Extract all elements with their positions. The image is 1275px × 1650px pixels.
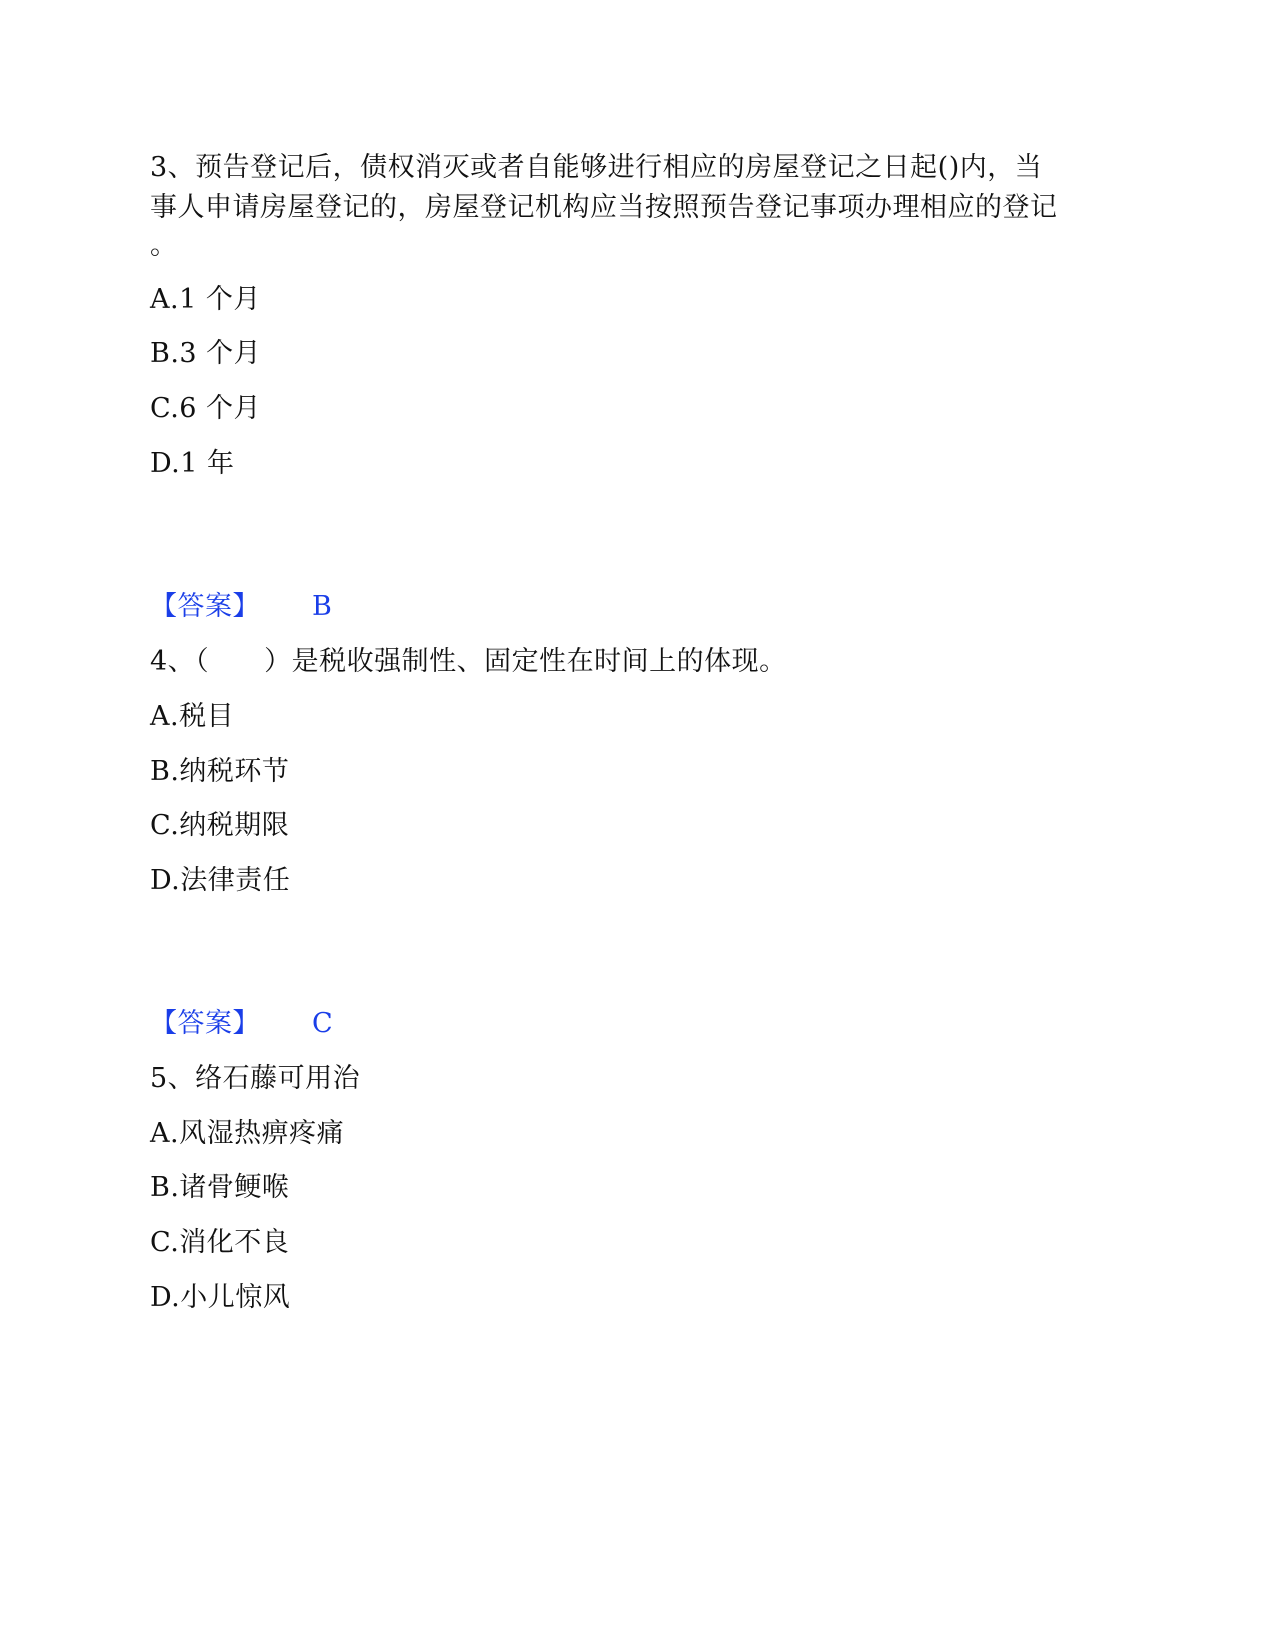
- question-3-stem-line-3: 。: [150, 230, 178, 261]
- question-3-answer: [150, 587, 332, 627]
- question-4-option-b: B.纳税环节: [150, 756, 290, 787]
- question-3-stem-line-1: 3、预告登记后，债权消灭或者自能够进行相应的房屋登记之日起()内，当: [150, 152, 1043, 183]
- question-4-option-c: C.纳税期限: [150, 810, 290, 841]
- question-5-option-b: B.诸骨鲠喉: [150, 1172, 290, 1203]
- question-3-option-d: D.1 年: [150, 448, 235, 479]
- question-4-stem: 4、（ ）是税收强制性、固定性在时间上的体现。: [150, 646, 787, 677]
- question-3-option-b: B.3 个月: [150, 338, 262, 369]
- question-4-answer: [150, 1004, 333, 1044]
- question-4-option-d: D.法律责任: [150, 865, 291, 896]
- question-3-option-c: C.6 个月: [150, 393, 262, 424]
- question-5-stem: 5、络石藤可用治: [150, 1063, 361, 1094]
- question-5-option-c: C.消化不良: [150, 1227, 290, 1258]
- answer-label: 【答案】: [150, 1008, 260, 1039]
- question-3-option-a: A.1 个月: [150, 284, 261, 315]
- question-4-option-a: A.税目: [150, 701, 235, 732]
- question-3-stem-line-2: 事人申请房屋登记的，房屋登记机构应当按照预告登记事项办理相应的登记: [150, 192, 1058, 223]
- answer-value: B: [312, 591, 333, 622]
- question-5-option-d: D.小儿惊风: [150, 1282, 291, 1313]
- answer-label: 【答案】: [150, 591, 260, 622]
- question-5-option-a: A.风湿热痹疼痛: [150, 1118, 345, 1149]
- answer-value: C: [312, 1008, 334, 1039]
